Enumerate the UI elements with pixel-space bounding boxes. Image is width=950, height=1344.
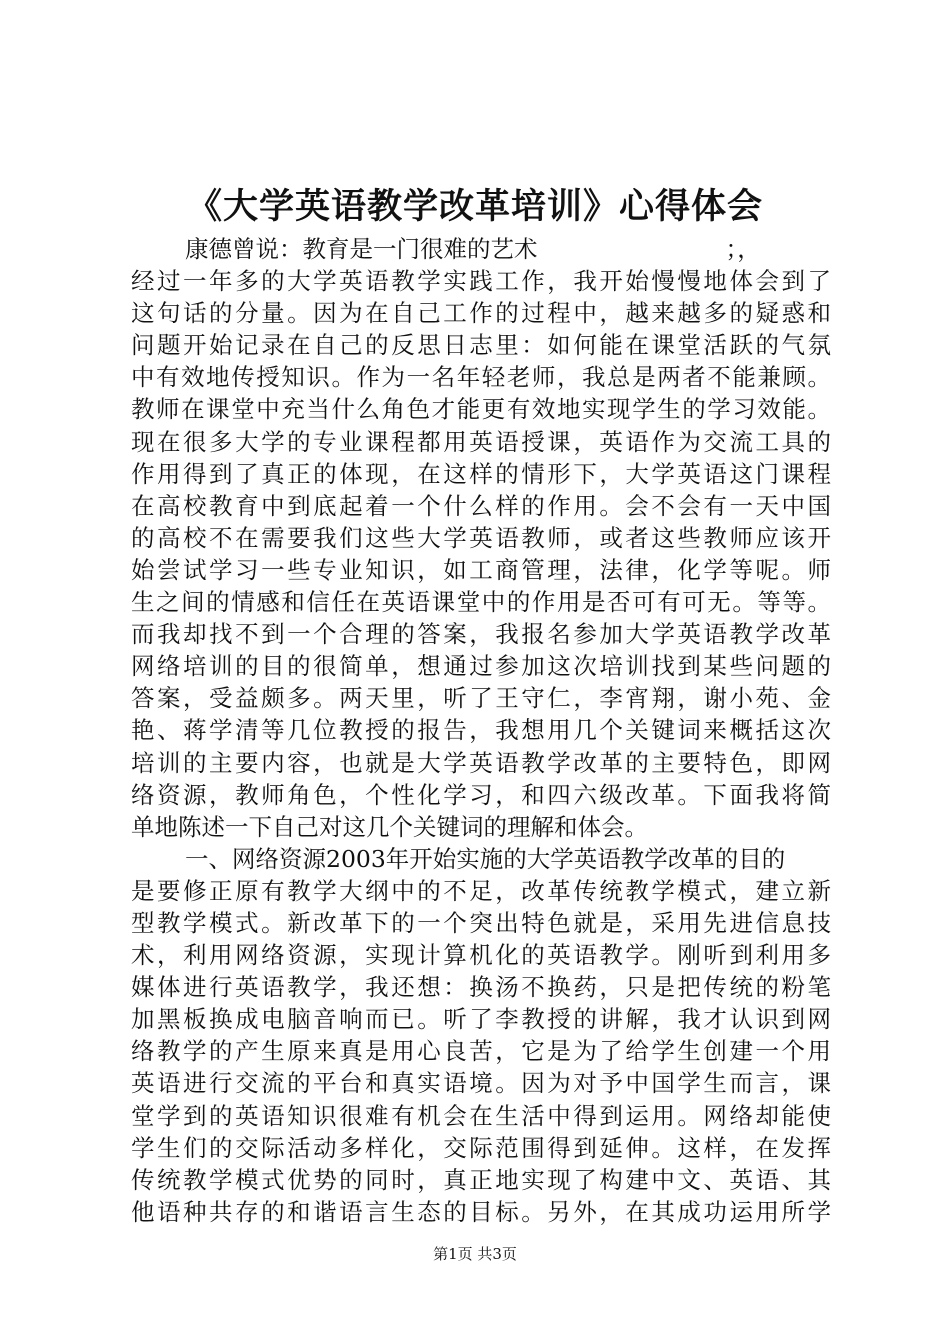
paragraph-line: 网络培训的目的很简单，想通过参加这次培训找到某些问题的 — [131, 652, 831, 681]
paragraph-line: 生之间的情感和信任在英语课堂中的作用是否可有可无。等等。 — [131, 588, 831, 617]
paragraph-line: 培训的主要内容，也就是大学英语教学改革的主要特色，即网 — [131, 748, 831, 777]
paragraph-line: 作用得到了真正的体现，在这样的情形下，大学英语这门课程 — [131, 459, 831, 488]
paragraph-line: 康德曾说：教育是一门很难的艺术 ；， — [185, 235, 761, 263]
paragraph-line: 术，利用网络资源，实现计算机化的英语教学。刚听到利用多 — [131, 941, 831, 970]
paragraph-line: 络资源，教师角色，个性化学习，和四六级改革。下面我将简 — [131, 780, 831, 809]
paragraph-line: 这句话的分量。因为在自己工作的过程中，越来越多的疑惑和 — [131, 299, 831, 328]
paragraph-line: 问题开始记录在自己的反思日志里：如何能在课堂活跃的气氛 — [131, 331, 831, 360]
paragraph-line: 一、网络资源2003年开始实施的大学英语教学改革的目的 — [185, 844, 786, 873]
paragraph-line: 单地陈述一下自己对这几个关键词的理解和体会。 — [131, 812, 648, 841]
document-title: 《大学英语教学改革培训》心得体会 — [186, 186, 763, 227]
paragraph-line: 型教学模式。新改革下的一个突出特色就是，采用先进信息技 — [131, 908, 831, 937]
paragraph-line: 学生们的交际活动多样化，交际范围得到延伸。这样，在发挥 — [131, 1133, 831, 1162]
paragraph-line: 中有效地传授知识。作为一名年轻老师，我总是两者不能兼顾。 — [131, 363, 831, 392]
paragraph-line: 堂学到的英语知识很难有机会在生活中得到运用。网络却能使 — [131, 1101, 831, 1130]
document-body — [131, 233, 831, 1228]
paragraph-line: 经过一年多的大学英语教学实践工作，我开始慢慢地体会到了 — [131, 267, 831, 296]
paragraph-line: 加黑板换成电脑音响而已。听了李教授的讲解，我才认识到网 — [131, 1005, 831, 1034]
paragraph-line: 始尝试学习一些专业知识，如工商管理，法律，化学等呢。师 — [131, 555, 831, 584]
paragraph-line: 传统教学模式优势的同时，真正地实现了构建中文、英语、其 — [131, 1165, 831, 1194]
page-number-footer: 第1页 共3页 — [433, 1245, 517, 1263]
paragraph-line: 答案，受益颇多。两天里，听了王守仁，李宵翔，谢小苑、金 — [131, 684, 831, 713]
paragraph-line: 英语进行交流的平台和真实语境。因为对予中国学生而言，课 — [131, 1069, 831, 1098]
paragraph-line: 媒体进行英语教学，我还想：换汤不换药，只是把传统的粉笔 — [131, 973, 831, 1002]
paragraph-line: 艳、蒋学清等几位教授的报告，我想用几个关键词来概括这次 — [131, 716, 831, 745]
paragraph-line: 的高校不在需要我们这些大学英语教师，或者这些教师应该开 — [131, 523, 831, 552]
paragraph-line: 络教学的产生原来真是用心良苦，它是为了给学生创建一个用 — [131, 1037, 831, 1066]
paragraph-line: 现在很多大学的专业课程都用英语授课，英语作为交流工具的 — [131, 427, 831, 456]
paragraph-line: 教师在课堂中充当什么角色才能更有效地实现学生的学习效能。 — [131, 395, 831, 424]
paragraph-line: 他语种共存的和谐语言生态的目标。另外，在其成功运用所学 — [131, 1197, 831, 1226]
paragraph-line: 是要修正原有教学大纲中的不足，改革传统教学模式，建立新 — [131, 876, 831, 905]
paragraph-line: 在高校教育中到底起着一个什么样的作用。会不会有一天中国 — [131, 491, 831, 520]
paragraph-line: 而我却找不到一个合理的答案，我报名参加大学英语教学改革 — [131, 620, 831, 649]
